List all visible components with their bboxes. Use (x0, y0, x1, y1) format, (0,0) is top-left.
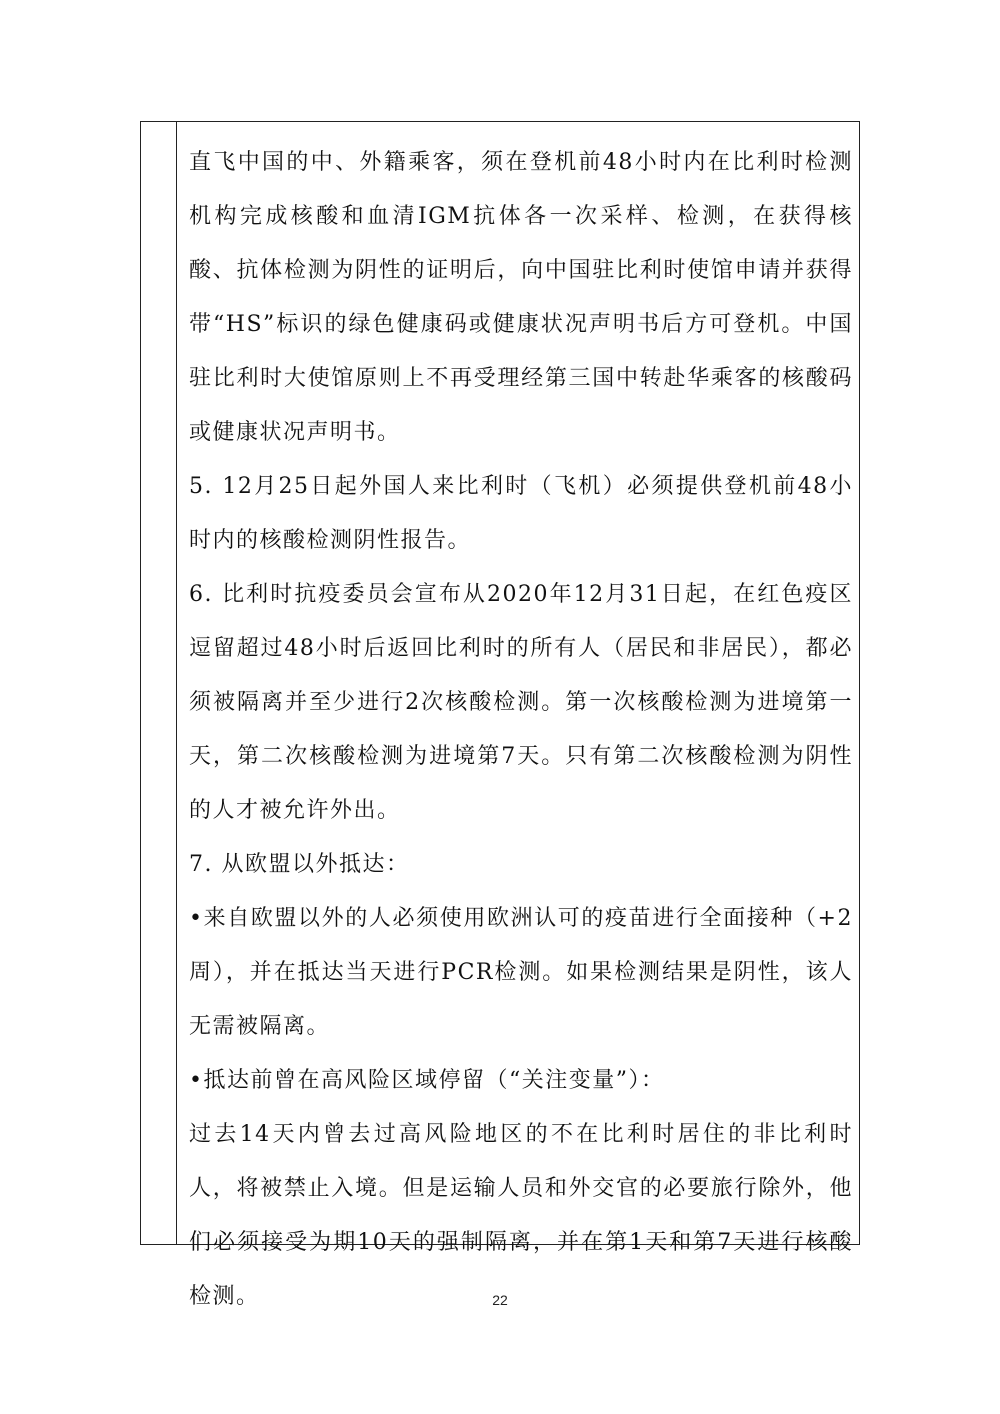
paragraph-direct-flight: 直飞中国的中、外籍乘客，须在登机前48小时内在比利时检测机构完成核酸和血清IGM抗体各一次采样、检测，在获得核酸、抗体检测为阴性的证明后，向中国驻比利时使馆申请并获得带“HS”标识的绿色健康码或健康状况声明书后方可登机。中国驻比利时大使馆原则上不再受理经第三国中转赴华乘客的核酸码或健康状况声明书。 (189, 150, 853, 445)
page-number: 22 (492, 1292, 508, 1308)
paragraph-bullet-high-risk: •抵达前曾在高风险区域停留（“关注变量”）： (189, 1068, 665, 1093)
table-content-cell (189, 136, 853, 1324)
paragraph-item-6: 6. 比利时抗疫委员会宣布从2020年12月31日起，在红色疫区逗留超过48小时后返回比利时的所有人（居民和非居民），都必须被隔离并至少进行2次核酸检测。第一次核酸检测为进境第一天，第二次核酸检测为进境第7天。只有第二次核酸检测为阴性的人才被允许外出。 (189, 582, 853, 823)
paragraph-bullet-vaccinated: •来自欧盟以外的人必须使用欧洲认可的疫苗进行全面接种（+2周），并在抵达当天进行PCR检测。如果检测结果是阴性，该人无需被隔离。 (189, 906, 853, 1039)
paragraph-item-7: 7. 从欧盟以外抵达： (189, 852, 410, 877)
paragraph-item-5: 5. 12月25日起外国人来比利时（飞机）必须提供登机前48小时内的核酸检测阴性报告。 (189, 474, 853, 553)
paragraph-high-risk-detail: 过去14天内曾去过高风险地区的不在比利时居住的非比利时人，将被禁止入境。但是运输人员和外交官的必要旅行除外，他们必须接受为期10天的强制隔离，并在第1天和第7天进行核酸检测。 (189, 1122, 853, 1309)
table-left-column (141, 122, 177, 1244)
